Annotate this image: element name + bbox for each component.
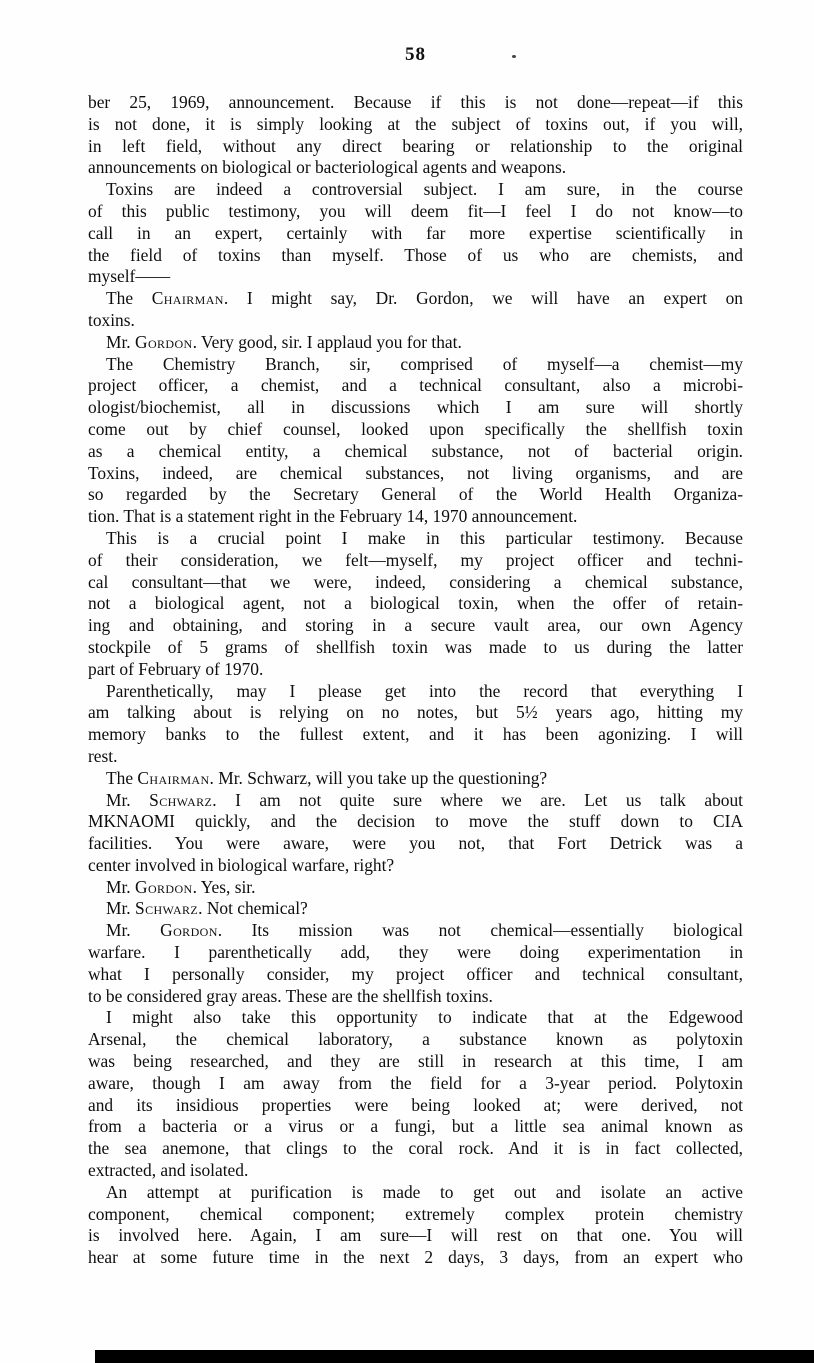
speaker-name: Schwarz xyxy=(149,789,213,810)
text-run: Mr. xyxy=(106,898,135,919)
text-line xyxy=(88,898,743,920)
text-line: aware, though I am away from the field for a 3-year period. Polytoxin xyxy=(88,1072,743,1093)
text-line: call in an expert, certainly with far more expertise scientifically in xyxy=(88,222,743,243)
text-line xyxy=(88,768,743,790)
text-line: MKNAOMI quickly, and the decision to move the stuff down to CIA xyxy=(88,811,743,832)
text-line: I might also take this opportunity to indicate that at the Edgewood xyxy=(106,1007,743,1028)
paragraph xyxy=(88,877,743,899)
text-line: not a biological agent, not a biological toxin, when the offer of retain- xyxy=(88,593,743,614)
text-line: am talking about is relying on no notes, but 5½ years ago, hitting my xyxy=(88,702,743,723)
text-run: . I am not quite sure where we are. Let us talk about xyxy=(212,789,743,810)
text-line: rest. xyxy=(88,745,118,766)
text-line: Parenthetically, may I please get into the record that everything I xyxy=(106,680,743,701)
speaker-name: Gordon xyxy=(135,876,193,897)
text-line: and its insidious properties were being looked at; were derived, not xyxy=(88,1094,743,1115)
speaker-name: Schwarz xyxy=(135,898,199,919)
text-run: Mr. xyxy=(106,876,135,897)
text-line: cal consultant—that we were, indeed, considering a chemical substance, xyxy=(88,571,743,592)
text-line xyxy=(88,790,743,812)
text-line: ber 25, 1969, announcement. Because if this is not done—repeat—if this xyxy=(88,92,743,112)
text-line: An attempt at purification is made to get out and isolate an active xyxy=(106,1181,743,1202)
speaker-name: Gordon xyxy=(160,920,218,941)
text-line: the field of toxins than myself. Those of us who are chemists, and xyxy=(88,244,743,265)
text-line: Toxins are indeed a controversial subject. I am sure, in the course xyxy=(106,179,743,200)
text-line: Arsenal, the chemical laboratory, a substance known as polytoxin xyxy=(88,1029,743,1050)
text-line: myself—— xyxy=(88,266,171,287)
text-line: Toxins, indeed, are chemical substances, not living organisms, and are xyxy=(88,462,743,483)
paragraph xyxy=(88,332,743,354)
text-line: center involved in biological warfare, right? xyxy=(88,854,395,875)
paragraph xyxy=(88,179,743,288)
paragraph xyxy=(88,92,743,179)
text-line: ologist/biochemist, all in discussions which I am sure will shortly xyxy=(88,397,743,418)
text-line: come out by chief counsel, looked upon specifically the shellfish toxin xyxy=(88,418,743,439)
text-line: what I personally consider, my project officer and technical consultant, xyxy=(88,963,743,984)
speaker-name: Chairman xyxy=(151,288,224,309)
text-line: stockpile of 5 grams of shellfish toxin was made to us during the latter xyxy=(88,636,743,657)
text-run: Mr. xyxy=(106,920,161,941)
text-line: hear at some future time in the next 2 days, 3 days, from an expert who xyxy=(88,1247,743,1268)
text-line: is involved here. Again, I am sure—I will rest on that one. You will xyxy=(88,1225,743,1246)
text-line xyxy=(88,332,743,354)
text-line xyxy=(88,877,743,899)
text-run: The xyxy=(106,288,152,309)
scan-artifact-bar xyxy=(95,1350,814,1363)
paragraph xyxy=(88,288,743,332)
page-number: 58 xyxy=(405,44,426,65)
text-line: The Chemistry Branch, sir, comprised of myself—a chemist—my xyxy=(106,353,743,374)
text-line: memory banks to the fullest extent, and it has been agonizing. I will xyxy=(88,724,743,745)
text-line: component, chemical component; extremely complex protein chemistry xyxy=(88,1203,743,1224)
text-block xyxy=(88,92,743,1269)
paragraph xyxy=(88,681,743,768)
text-line: project officer, a chemist, and a technical consultant, also a microbi- xyxy=(88,375,743,396)
text-line: in left field, without any direct bearing or relationship to the original xyxy=(88,135,743,156)
text-line: This is a crucial point I make in this particular testimony. Because xyxy=(106,527,743,548)
text-line: part of February of 1970. xyxy=(88,658,264,679)
paragraph xyxy=(88,920,743,1007)
text-run: . Yes, sir. xyxy=(192,876,256,897)
scan-speck xyxy=(512,55,516,58)
text-line: the sea anemone, that clings to the coral rock. And it is in fact collected, xyxy=(88,1138,743,1159)
text-run: The xyxy=(106,767,138,788)
paragraph xyxy=(88,1182,743,1269)
text-line: of their consideration, we felt—myself, my project officer and techni- xyxy=(88,549,743,570)
text-line: from a bacteria or a virus or a fungi, but a little sea animal known as xyxy=(88,1116,743,1137)
text-line: ing and obtaining, and storing in a secure vault area, our own Agency xyxy=(88,615,743,636)
text-line: extracted, and isolated. xyxy=(88,1160,249,1181)
text-run: . Very good, sir. I applaud you for that. xyxy=(192,331,462,352)
text-line: so regarded by the Secretary General of the World Health Organiza- xyxy=(88,484,743,505)
paragraph xyxy=(88,898,743,920)
text-line: warfare. I parenthetically add, they were doing experimentation in xyxy=(88,942,743,963)
paragraph xyxy=(88,354,743,528)
text-run: . Not chemical? xyxy=(198,898,308,919)
text-line: toxins. xyxy=(88,309,135,330)
paragraph xyxy=(88,528,743,681)
speaker-name: Gordon xyxy=(135,331,193,352)
text-line: facilities. You were aware, were you not, that Fort Detrick was a xyxy=(88,833,743,854)
text-line: of this public testimony, you will deem fit—I feel I do not know—to xyxy=(88,200,743,221)
text-run: Mr. xyxy=(106,789,150,810)
text-line xyxy=(88,288,743,310)
text-line: tion. That is a statement right in the February 14, 1970 announcement. xyxy=(88,506,578,527)
paragraph xyxy=(88,790,743,877)
text-run: . Its mission was not chemical—essentially biological xyxy=(217,920,743,941)
speaker-name: Chairman xyxy=(137,767,210,788)
text-line: is not done, it is simply looking at the subject of toxins out, if you will, xyxy=(88,113,743,134)
text-line xyxy=(88,920,743,942)
text-run: . Mr. Schwarz, will you take up the questioning? xyxy=(209,767,548,788)
text-run: . I might say, Dr. Gordon, we will have an expert on xyxy=(223,288,744,309)
paragraph xyxy=(88,1007,743,1181)
paragraph xyxy=(88,768,743,790)
text-line: announcements on biological or bacteriological agents and weapons. xyxy=(88,157,567,178)
text-line: to be considered gray areas. These are the shellfish toxins. xyxy=(88,985,493,1006)
text-run: Mr. xyxy=(106,331,135,352)
text-line: as a chemical entity, a chemical substance, not of bacterial origin. xyxy=(88,440,743,461)
text-line: was being researched, and they are still in research at this time, I am xyxy=(88,1051,743,1072)
